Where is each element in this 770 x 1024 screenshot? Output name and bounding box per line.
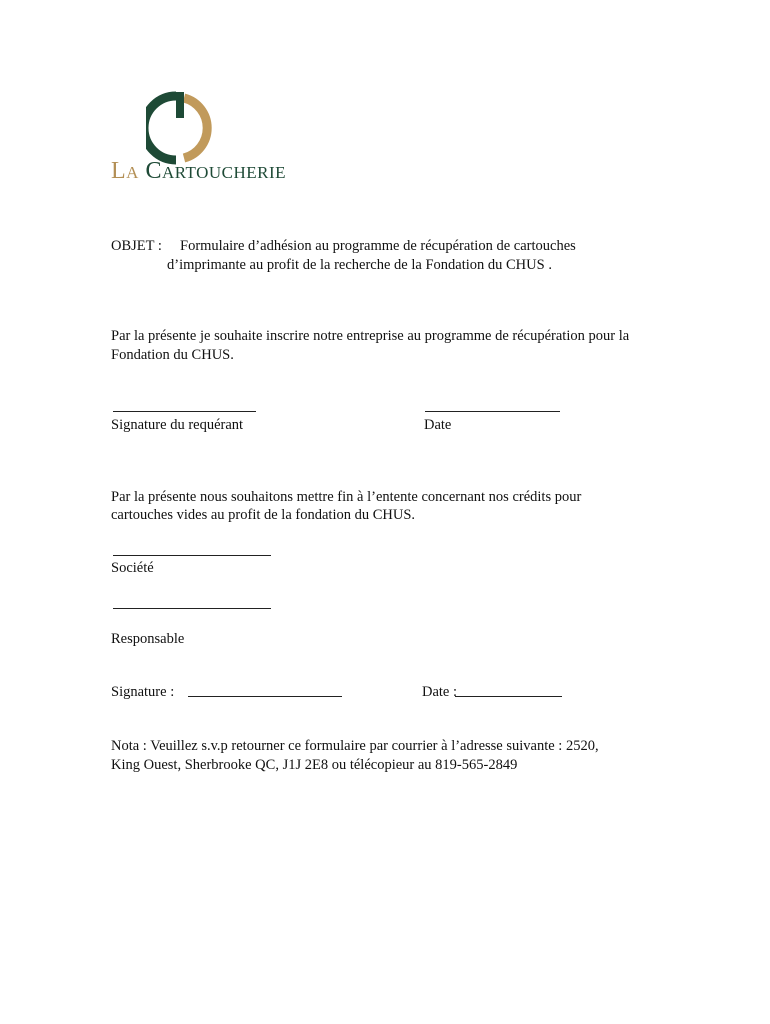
inscription-line-1: Par la présente je souhaite inscrire notre entreprise au programme de récupération pour la — [111, 328, 630, 344]
signature-label: Signature : — [111, 684, 175, 700]
logo-wordmark — [111, 158, 286, 185]
objet-line-1: Formulaire d’adhésion au programme de récupération de cartouches — [180, 238, 576, 254]
date-label: Date : — [422, 684, 458, 700]
societe-line[interactable] — [113, 555, 271, 556]
termination-line-1: Par la présente nous souhaitons mettre fin à l’entente concernant nos crédits pour — [111, 489, 582, 505]
requerant-signature-label: Signature du requérant — [111, 417, 244, 433]
nota-line-2: King Ouest, Sherbrooke QC, J1J 2E8 ou télécopieur au 819-565-2849 — [111, 757, 518, 773]
inscription-line-2: Fondation du CHUS. — [111, 347, 234, 363]
signature-line[interactable] — [188, 696, 342, 697]
requerant-date-label: Date — [424, 417, 452, 433]
requerant-date-line[interactable] — [425, 411, 560, 412]
logo-word-la: La — [111, 158, 139, 184]
responsable-line[interactable] — [113, 608, 271, 609]
responsable-label: Responsable — [111, 631, 185, 647]
nota-line-1: Nota : Veuillez s.v.p retourner ce formulaire par courrier à l’adresse suivante : 2520, — [111, 738, 599, 754]
requerant-signature-line[interactable] — [113, 411, 256, 412]
logo-word-cartoucherie: Cartoucherie — [145, 158, 287, 184]
societe-label: Société — [111, 560, 154, 576]
objet-line-2: d’imprimante au profit de la recherche de la Fondation du CHUS . — [167, 257, 552, 273]
cartridge-logo-icon — [146, 90, 226, 166]
date-line[interactable] — [455, 696, 562, 697]
objet-label: OBJET : — [111, 238, 162, 254]
termination-line-2: cartouches vides au profit de la fondation du CHUS. — [111, 507, 416, 523]
